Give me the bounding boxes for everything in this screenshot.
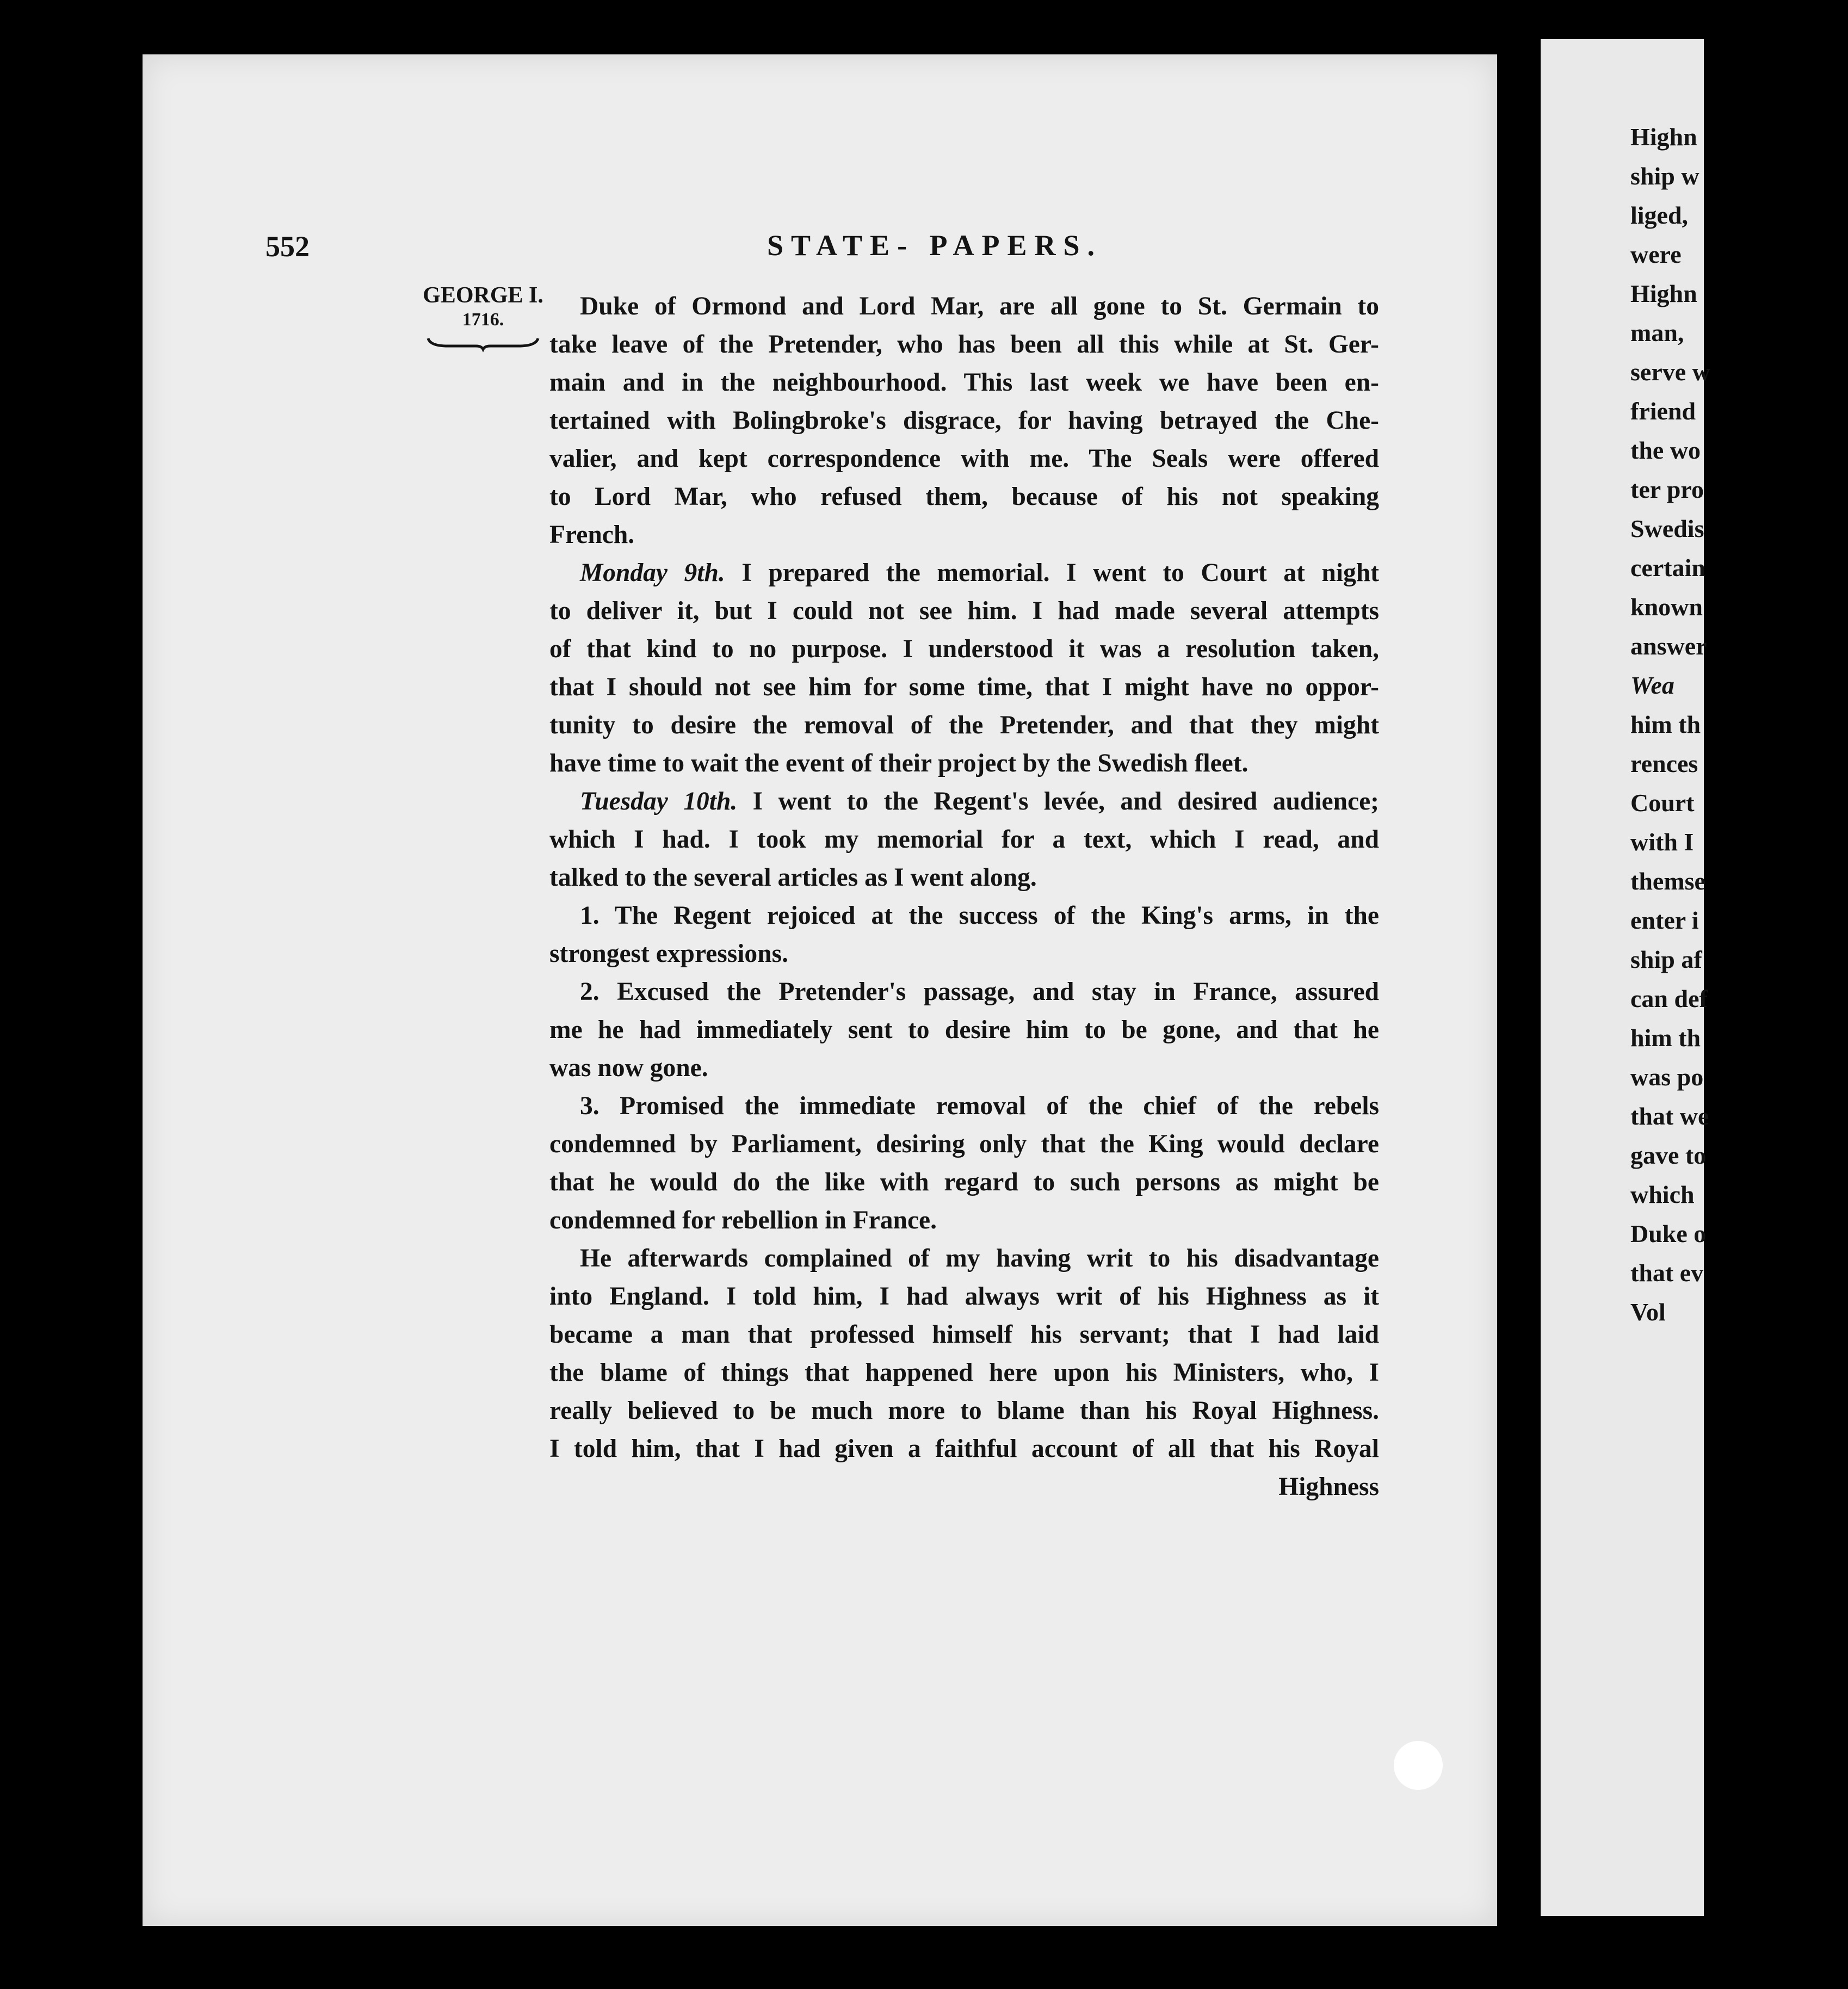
line-text: I told him, that I had given a faithful account of all that his Royal	[549, 1435, 1379, 1463]
facing-line: enter i	[1630, 906, 1699, 934]
text-line	[549, 1430, 1379, 1468]
line-text: tunity to desire the removal of the Pretender, and that they might	[549, 711, 1379, 739]
date-heading: Tuesday 10th.	[580, 787, 738, 816]
text-line	[549, 325, 1379, 363]
text-line	[549, 1049, 1379, 1087]
text-line	[549, 858, 1379, 897]
line-text: 2. Excused the Pretender's passage, and stay in France, assured	[580, 978, 1379, 1006]
line-text: condemned by Parliament, desiring only that the King would declare	[549, 1130, 1379, 1158]
text-line	[549, 668, 1379, 706]
line-text: condemned for rebellion in France.	[549, 1206, 937, 1234]
paper-blemish	[1394, 1741, 1443, 1790]
marginal-year: 1716.	[462, 310, 504, 330]
text-line	[549, 782, 1379, 820]
text-line	[549, 973, 1379, 1011]
line-text: became a man that professed himself his servant; that I had laid	[549, 1320, 1379, 1349]
line-text: valier, and kept correspondence with me. The Seals were offered	[549, 444, 1379, 473]
line-text: I went to the Regent's levée, and desired audience;	[737, 787, 1379, 816]
facing-line: rences	[1630, 750, 1698, 777]
line-text: He afterwards complained of my having writ to his disadvantage	[580, 1244, 1379, 1273]
text-line	[549, 363, 1379, 401]
facing-line: Vol	[1630, 1298, 1666, 1326]
facing-line: Swedis	[1630, 515, 1704, 542]
text-line	[549, 287, 1379, 325]
text-line	[549, 1315, 1379, 1354]
text-line	[549, 1125, 1379, 1163]
running-head-title: STATE- PAPERS.	[767, 229, 1103, 262]
line-text: 1. The Regent rejoiced at the success of the King's arms, in the	[580, 901, 1379, 930]
text-line	[549, 516, 1379, 554]
facing-line: serve w	[1630, 358, 1710, 386]
facing-line: with I	[1630, 828, 1694, 856]
line-text: into England. I told him, I had always writ of his Highness as it	[549, 1282, 1379, 1311]
facing-page-fragment	[1541, 39, 1710, 1916]
facing-line: ter pro	[1630, 475, 1704, 503]
line-text: to Lord Mar, who refused them, because of his not speaking	[549, 483, 1379, 511]
facing-line: which	[1630, 1181, 1695, 1208]
facing-line: Highn	[1630, 280, 1697, 307]
facing-line: was po	[1630, 1063, 1704, 1091]
facing-line: ship w	[1630, 162, 1699, 190]
text-line	[549, 630, 1379, 668]
facing-line: Court	[1630, 789, 1695, 817]
facing-line: Duke o	[1630, 1220, 1707, 1247]
line-text: me he had immediately sent to desire him to be gone, and that he	[549, 1016, 1379, 1044]
line-text: the blame of things that happened here upon his Ministers, who, I	[549, 1358, 1379, 1387]
text-line	[549, 935, 1379, 973]
text-line	[549, 897, 1379, 935]
line-text: that I should not see him for some time, that I might have no oppor-	[549, 673, 1379, 701]
line-text: 3. Promised the immediate removal of the chief of the rebels	[580, 1092, 1379, 1120]
facing-line: were	[1630, 240, 1682, 268]
facing-line: answer	[1630, 632, 1707, 660]
text-line	[549, 1011, 1379, 1049]
line-text: which I had. I took my memorial for a text, which I read, and	[549, 825, 1379, 854]
facing-line: Highn	[1630, 123, 1697, 151]
marginal-note	[418, 282, 548, 350]
line-text: really believed to be much more to blame than his Royal Highness.	[549, 1397, 1379, 1425]
facing-line	[1630, 39, 1848, 78]
text-line	[549, 478, 1379, 516]
text-line	[549, 1239, 1379, 1277]
page-number: 552	[265, 230, 310, 263]
facing-line	[1630, 78, 1848, 118]
text-line	[549, 744, 1379, 782]
text-line	[549, 706, 1379, 744]
text-line	[549, 1087, 1379, 1125]
line-text: was now gone.	[549, 1054, 708, 1082]
facing-line: man,	[1630, 319, 1684, 347]
line-text: strongest expressions.	[549, 940, 788, 968]
line-text: Highness	[1278, 1473, 1379, 1501]
line-text: that he would do the like with regard to such persons as might be	[549, 1168, 1379, 1196]
text-line	[549, 1392, 1379, 1430]
text-line	[549, 1163, 1379, 1201]
line-text: French.	[549, 521, 635, 549]
facing-line: that we	[1630, 1102, 1709, 1130]
line-text: I prepared the memorial. I went to Court at night	[725, 559, 1379, 587]
facing-line: Wea	[1630, 671, 1674, 699]
marginal-reign: GEORGE I.	[423, 283, 543, 308]
facing-line: friend	[1630, 397, 1696, 425]
text-line	[549, 554, 1379, 592]
line-text: main and in the neighbourhood. This last week we have been en-	[549, 368, 1379, 397]
catchword	[549, 1468, 1379, 1506]
facing-line: that ev	[1630, 1259, 1704, 1287]
facing-line: liged,	[1630, 201, 1689, 229]
curly-brace-icon	[426, 334, 540, 350]
text-line	[549, 1354, 1379, 1392]
facing-line: him th	[1630, 711, 1701, 738]
facing-line: the wo	[1630, 436, 1701, 464]
line-text: tertained with Bolingbroke's disgrace, for having betrayed the Che-	[549, 406, 1379, 435]
facing-line: him th	[1630, 1024, 1701, 1052]
facing-line: certain	[1630, 554, 1705, 582]
text-line	[549, 592, 1379, 630]
body-text	[549, 287, 1379, 1506]
text-line	[549, 820, 1379, 858]
text-line	[549, 1277, 1379, 1315]
date-heading: Monday 9th.	[580, 559, 725, 587]
facing-line: gave to	[1630, 1141, 1707, 1169]
line-text: Duke of Ormond and Lord Mar, are all gone to St. Germain to	[580, 292, 1379, 320]
line-text: talked to the several articles as I went along.	[549, 863, 1037, 892]
line-text: of that kind to no purpose. I understood it was a resolution taken,	[549, 635, 1379, 663]
facing-line: themse	[1630, 867, 1705, 895]
facing-line: known	[1630, 593, 1703, 621]
line-text: have time to wait the event of their project by the Swedish fleet.	[549, 749, 1249, 777]
text-line	[549, 1201, 1379, 1239]
facing-page-text	[1630, 39, 1848, 1332]
text-line	[549, 440, 1379, 478]
line-text: take leave of the Pretender, who has been all this while at St. Ger-	[549, 330, 1379, 359]
text-line	[549, 401, 1379, 440]
facing-line: can def	[1630, 985, 1708, 1012]
facing-line: ship af	[1630, 946, 1702, 973]
line-text: to deliver it, but I could not see him. I had made several attempts	[549, 597, 1379, 625]
